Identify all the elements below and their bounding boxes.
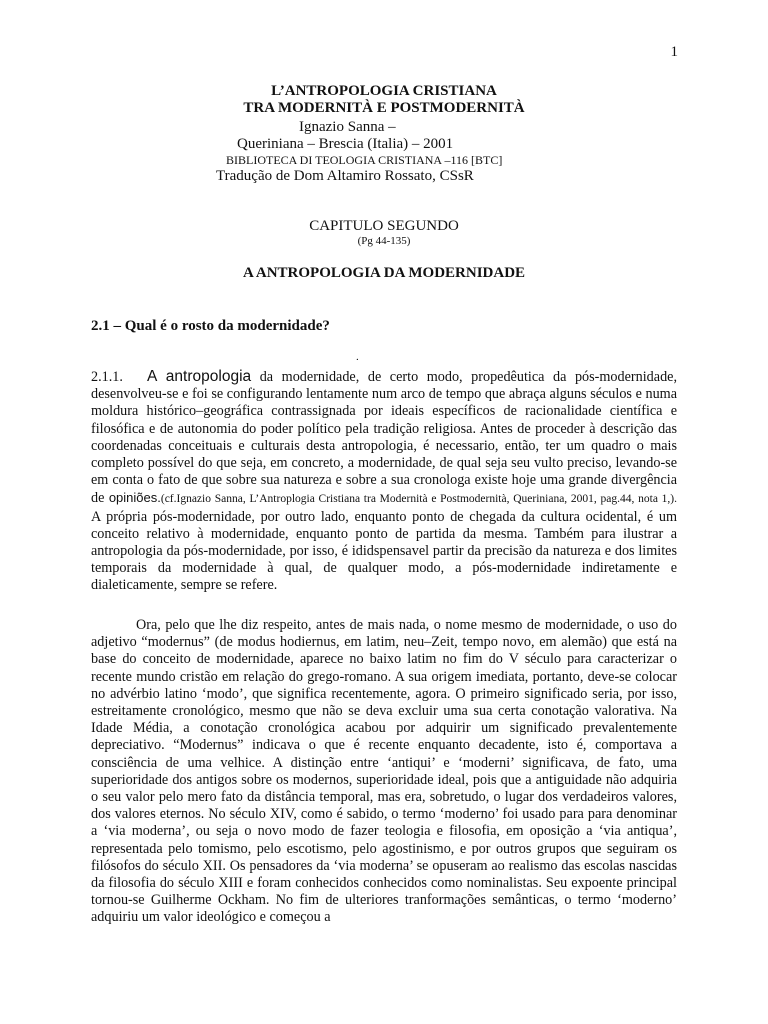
paragraph-text-a: da modernidade, de certo modo, propedêutica da pós-modernidade, desenvolveu-se e foi se configurando lentamente num arco de tempo que (91, 369, 678, 403)
paragraph-text-d: A própria pós-modernidade, por outro lado, enquanto ponto de chegada da cultura ocidental, é um conceito relativo à modernidade, enquanto ponto de partida da mesma. Também para ilustrar a antropologia da pós-modernidade, por isso, é ididspensavel partir da precisão da natureza e dos limites temporais da modernidade à qual, de qualquer modo, a pós-modernidade indiretamente e dialeticamente, sempre se refere. (91, 508, 677, 594)
translation-credit: Tradução de Dom Altamiro Rossato, CSsR (216, 168, 474, 184)
page-number: 1 (670, 44, 678, 60)
book-series: BIBLIOTECA DI TEOLOGIA CRISTIANA –116 [BTC] (226, 153, 503, 167)
book-title-line-1: L’ANTROPOLOGIA CRISTIANA (271, 83, 497, 99)
chapter-section-title: A ANTROPOLOGIA DA MODERNIDADE (242, 265, 526, 281)
book-author: Ignazio Sanna – (299, 119, 396, 135)
paragraph-text-c: opiniões. (108, 490, 161, 506)
paragraph-2-1-1 (91, 368, 677, 595)
citation: (cf.Ignazio Sanna, L’Antroplogia Cristiana tra Modernità e Postmodernità, Queriniana, 2001, pag.44, nota 1,). (160, 493, 677, 506)
paragraph-lead: A antropologia (147, 368, 252, 385)
separator-dot: . (356, 351, 359, 363)
book-publisher: Queriniana – Brescia (Italia) – 2001 (237, 136, 454, 152)
chapter-title: CAPITULO SEGUNDO (309, 218, 459, 234)
paragraph-2: Ora, pelo que lhe diz respeito, antes de mais nada, o nome mesmo de modernidade, o uso do adjetivo “modernus” (de modus hodiernus, em latim, neu–Zeit, tempo novo, em alemão) que está na base do conceito de modernidade, aparece no baixo latim no fim do V século para caracterizar o recente mundo cristão em relação do grego-romano. A sua origem imediata, portanto, deve-se colocar no advérbio latino ‘modo’, que significa recentemente, agora. O primeiro significado seria, por isso, estreitamente cronológico, mesmo que não se deva excluir uma sua certa conotação valorativa. Na Idade Média, a conotação cronológica acabou por adquirir um significado prevalentemente depreciativo. “Modernus” indicava o que é recente enquanto decadente, isto é, comportava a consciência de uma velhice. A distinção entre ‘antiqui’ e ‘moderni’ significava, de fato, uma superioridade dos antigos sobre os modernos, superioridade ideal, pois que a antiguidade não adquiria o seu valor pelo mero fato da distância temporal, mas era, sobretudo, o lugar dos verdadeiros valores, dos valores eternos. No século XIV, como é sabido, o termo ‘moderno’ foi usado para para denominar a ‘via moderna’, ou seja o novo modo de fazer teologia e filosofia, em oposição a ‘via antiqua’, representada pelo tomismo, pelo escotismo, pelo agostinismo, e por outros grupos que seguiram os filósofos do século XII. Os pensadores da ‘via moderna’ se opuseram ao realismo das escolas nascidas da filosofia do século XIII e foram conhecidos conhecidos como nominalistas. Seu expoente principal tornou-se Guilherme Ockham. No fim de ulteriores tranformações semânticas, o termo ‘moderno’ adquiriu um valor ideológico e começou a (91, 617, 677, 926)
paragraph-number: 2.1.1. (91, 369, 123, 385)
section-heading: 2.1 – Qual é o rosto da modernidade? (91, 318, 330, 334)
book-title-line-2: TRA MODERNITÀ E POSTMODERNITÀ (243, 100, 525, 116)
paragraph-text-b: abraça alguns séculos e numa moldura histórico–geográfica contrassignada por ideais específicos de racionalidade científica e filosófica e de autonomia do poder político pela tradição religiosa. Antes de proceder à descrição das coordenadas conceituais e culturais desta antropologia, é necessario, então, ter um quadro o mais completo possível do que seja, em concreto, a modernidade, de qual seja seu vulto preciso, levando-se em conta o fato de que sobre sua natureza e sobre a sua cronologa existe hoje uma grande divergência de (91, 386, 677, 507)
chapter-pages: (Pg 44-135) (357, 235, 411, 247)
